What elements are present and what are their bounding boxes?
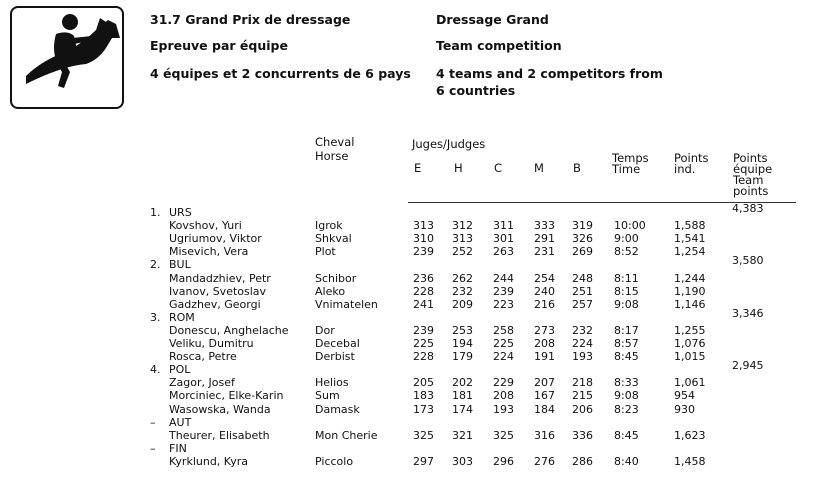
team-row <box>0 359 837 377</box>
score-b: 232 <box>572 323 593 337</box>
rider-row <box>0 376 837 389</box>
rider-row <box>0 389 837 402</box>
score-c: 224 <box>493 350 514 364</box>
score-c: 225 <box>493 337 514 350</box>
horse-name: Vnimatelen <box>315 297 378 311</box>
team-code: URS <box>169 206 192 219</box>
horse-name: Shkval <box>315 232 352 246</box>
rider-name: Mandadzhiev, Petr <box>169 271 271 285</box>
rider-row <box>0 455 837 468</box>
rider-name: Ivanov, Svetoslav <box>169 284 267 298</box>
individual-points: 930 <box>674 402 695 416</box>
team-rank: 4. <box>150 363 161 377</box>
rider-name: Gadzhev, Georgi <box>169 297 261 311</box>
score-c: 311 <box>493 219 514 233</box>
time: 9:08 <box>614 389 639 403</box>
col-points-line1: Points <box>674 151 709 165</box>
score-h: 194 <box>452 337 473 350</box>
time: 8:33 <box>614 376 639 390</box>
horse-name: Piccolo <box>315 454 354 468</box>
time: 8:45 <box>614 350 639 364</box>
score-b: 193 <box>572 350 593 364</box>
score-h: 312 <box>452 219 473 233</box>
score-b: 286 <box>572 454 593 468</box>
score-b: 319 <box>572 219 593 233</box>
rider-row <box>0 403 837 416</box>
individual-points: 954 <box>674 389 695 403</box>
rider-row <box>0 219 837 232</box>
score-e: 297 <box>413 454 434 468</box>
time: 10:00 <box>614 219 646 233</box>
horse-name: Plot <box>315 245 336 259</box>
score-m: 276 <box>534 454 555 468</box>
individual-points: 1,623 <box>674 428 706 442</box>
score-c: 223 <box>493 297 514 311</box>
team-code: BUL <box>169 258 191 272</box>
score-e: 173 <box>413 402 434 416</box>
score-h: 303 <box>452 454 473 468</box>
time: 9:08 <box>614 297 639 311</box>
rider-row <box>0 285 837 298</box>
rider-name: Misevich, Vera <box>169 245 249 259</box>
score-m: 167 <box>534 389 555 403</box>
score-m: 208 <box>534 337 555 350</box>
score-b: 218 <box>572 376 593 390</box>
score-c: 244 <box>493 271 514 285</box>
score-m: 216 <box>534 297 555 311</box>
score-e: 228 <box>413 284 434 298</box>
score-m: 254 <box>534 271 555 285</box>
score-c: 239 <box>493 284 514 298</box>
individual-points: 1,146 <box>674 297 706 311</box>
score-b: 206 <box>572 402 593 416</box>
score-h: 209 <box>452 297 473 311</box>
team-points: 2,945 <box>732 359 764 373</box>
event-subtitle-fr: Epreuve par équipe <box>150 38 288 53</box>
score-b: 224 <box>572 337 593 350</box>
event-subtitle-en: Team competition <box>436 38 562 53</box>
col-judge-b: B <box>573 161 581 175</box>
horse-name: Mon Cherie <box>315 428 378 442</box>
rider-name: Kyrklund, Kyra <box>169 454 248 468</box>
col-judge-m: M <box>534 161 544 175</box>
rider-row <box>0 245 837 258</box>
rider-row <box>0 324 837 337</box>
score-e: 313 <box>413 219 434 233</box>
individual-points: 1,244 <box>674 271 706 285</box>
score-h: 179 <box>452 350 473 364</box>
score-c: 263 <box>493 245 514 259</box>
rider-row <box>0 272 837 285</box>
participants-en-line2: 6 countries <box>436 83 516 98</box>
team-row <box>0 254 837 272</box>
rider-row <box>0 298 837 311</box>
score-h: 174 <box>452 402 473 416</box>
score-b: 251 <box>572 284 593 298</box>
col-judges: Juges/Judges <box>412 137 486 151</box>
team-row <box>0 202 837 219</box>
horse-name: Derbist <box>315 350 355 364</box>
score-h: 253 <box>452 323 473 337</box>
team-rank: 2. <box>150 258 161 272</box>
rider-name: Ugriumov, Viktor <box>169 232 262 246</box>
time: 8:15 <box>614 284 639 298</box>
score-h: 313 <box>452 232 473 246</box>
score-b: 215 <box>572 389 593 403</box>
rider-name: Zagor, Josef <box>169 376 235 390</box>
team-row <box>0 416 837 429</box>
horse-name: Dor <box>315 323 335 337</box>
score-m: 316 <box>534 428 555 442</box>
score-h: 181 <box>452 389 473 403</box>
time: 8:23 <box>614 402 639 416</box>
score-h: 232 <box>452 284 473 298</box>
col-horse-en: Horse <box>315 149 349 163</box>
time: 9:00 <box>614 232 639 246</box>
team-rank: – <box>150 415 156 429</box>
event-title-en: Dressage Grand <box>436 12 549 27</box>
score-c: 301 <box>493 232 514 246</box>
individual-points: 1,541 <box>674 232 706 246</box>
score-c: 208 <box>493 389 514 403</box>
col-judge-c: C <box>494 161 503 175</box>
individual-points: 1,458 <box>674 454 706 468</box>
score-c: 258 <box>493 323 514 337</box>
rider-row <box>0 232 837 245</box>
time: 8:17 <box>614 323 639 337</box>
rider-name: Morciniec, Elke-Karin <box>169 389 284 403</box>
team-points: 3,580 <box>732 254 764 268</box>
col-judge-e: E <box>414 161 422 175</box>
score-e: 183 <box>413 389 434 403</box>
individual-points: 1,061 <box>674 376 706 390</box>
col-time-fr: Temps <box>612 151 649 165</box>
score-b: 269 <box>572 245 593 259</box>
team-rank: – <box>150 441 156 455</box>
score-e: 225 <box>413 337 434 350</box>
score-e: 241 <box>413 297 434 311</box>
score-m: 240 <box>534 284 555 298</box>
rider-row <box>0 350 837 363</box>
rider-name: Veliku, Dumitru <box>169 337 254 350</box>
score-b: 248 <box>572 271 593 285</box>
score-m: 273 <box>534 323 555 337</box>
team-points: 3,346 <box>732 306 764 320</box>
individual-points: 1,076 <box>674 337 706 350</box>
score-m: 231 <box>534 245 555 259</box>
horse-name: Sum <box>315 389 340 403</box>
score-c: 296 <box>493 454 514 468</box>
score-e: 236 <box>413 271 434 285</box>
time: 8:52 <box>614 245 639 259</box>
horse-name: Schibor <box>315 271 357 285</box>
participants-en-line1: 4 teams and 2 competitors from <box>436 66 663 81</box>
col-judge-h: H <box>454 161 463 175</box>
score-e: 239 <box>413 323 434 337</box>
score-e: 228 <box>413 350 434 364</box>
score-h: 321 <box>452 428 473 442</box>
individual-points: 1,255 <box>674 323 706 337</box>
individual-points: 1,190 <box>674 284 706 298</box>
col-horse-fr: Cheval <box>315 135 355 149</box>
score-e: 239 <box>413 245 434 259</box>
time: 8:11 <box>614 271 639 285</box>
rider-row <box>0 429 837 442</box>
individual-points: 1,254 <box>674 245 706 259</box>
team-rank: 3. <box>150 310 161 324</box>
score-c: 325 <box>493 428 514 442</box>
horse-name: Aleko <box>315 284 346 298</box>
rider-name: Wasowska, Wanda <box>169 402 271 416</box>
participants-fr: 4 équipes et 2 concurrents de 6 pays <box>150 66 411 81</box>
time: 8:40 <box>614 454 639 468</box>
col-team-points-line3: Team <box>733 173 764 187</box>
col-time-en: Time <box>612 162 641 176</box>
score-m: 207 <box>534 376 555 390</box>
score-c: 229 <box>493 376 514 390</box>
rider-name: Kovshov, Yuri <box>169 219 242 233</box>
team-code: POL <box>169 363 191 377</box>
horse-name: Igrok <box>315 219 343 233</box>
individual-points: 1,015 <box>674 350 706 364</box>
col-team-points-line2: équipe <box>733 162 773 176</box>
time: 8:45 <box>614 428 639 442</box>
team-code: FIN <box>169 441 187 455</box>
score-m: 333 <box>534 219 555 233</box>
score-c: 193 <box>493 402 514 416</box>
time: 8:57 <box>614 337 639 350</box>
score-h: 262 <box>452 271 473 285</box>
score-m: 191 <box>534 350 555 364</box>
score-b: 257 <box>572 297 593 311</box>
horse-name: Decebal <box>315 337 360 350</box>
horse-name: Helios <box>315 376 349 390</box>
event-title-fr: 31.7 Grand Prix de dressage <box>150 12 351 27</box>
team-row <box>0 306 837 324</box>
score-e: 325 <box>413 428 434 442</box>
rider-name: Donescu, Anghelache <box>169 323 289 337</box>
score-h: 202 <box>452 376 473 390</box>
individual-points: 1,588 <box>674 219 706 233</box>
score-b: 326 <box>572 232 593 246</box>
rider-row <box>0 337 837 350</box>
team-code: AUT <box>169 415 192 429</box>
team-row <box>0 442 837 455</box>
score-m: 291 <box>534 232 555 246</box>
team-rank: 1. <box>150 206 161 219</box>
score-e: 310 <box>413 232 434 246</box>
col-team-points-line1: Points <box>733 151 768 165</box>
col-team-points-line4: points <box>733 184 769 198</box>
horse-name: Damask <box>315 402 360 416</box>
rider-name: Rosca, Petre <box>169 350 237 364</box>
participants-en <box>436 65 663 99</box>
score-e: 205 <box>413 376 434 390</box>
score-m: 184 <box>534 402 555 416</box>
col-points-line2: ind. <box>674 162 696 176</box>
score-h: 252 <box>452 245 473 259</box>
dressage-pictogram-icon <box>10 6 124 109</box>
team-points: 4,383 <box>732 202 764 215</box>
score-b: 336 <box>572 428 593 442</box>
team-code: ROM <box>169 310 195 324</box>
rider-name: Theurer, Elisabeth <box>169 428 270 442</box>
